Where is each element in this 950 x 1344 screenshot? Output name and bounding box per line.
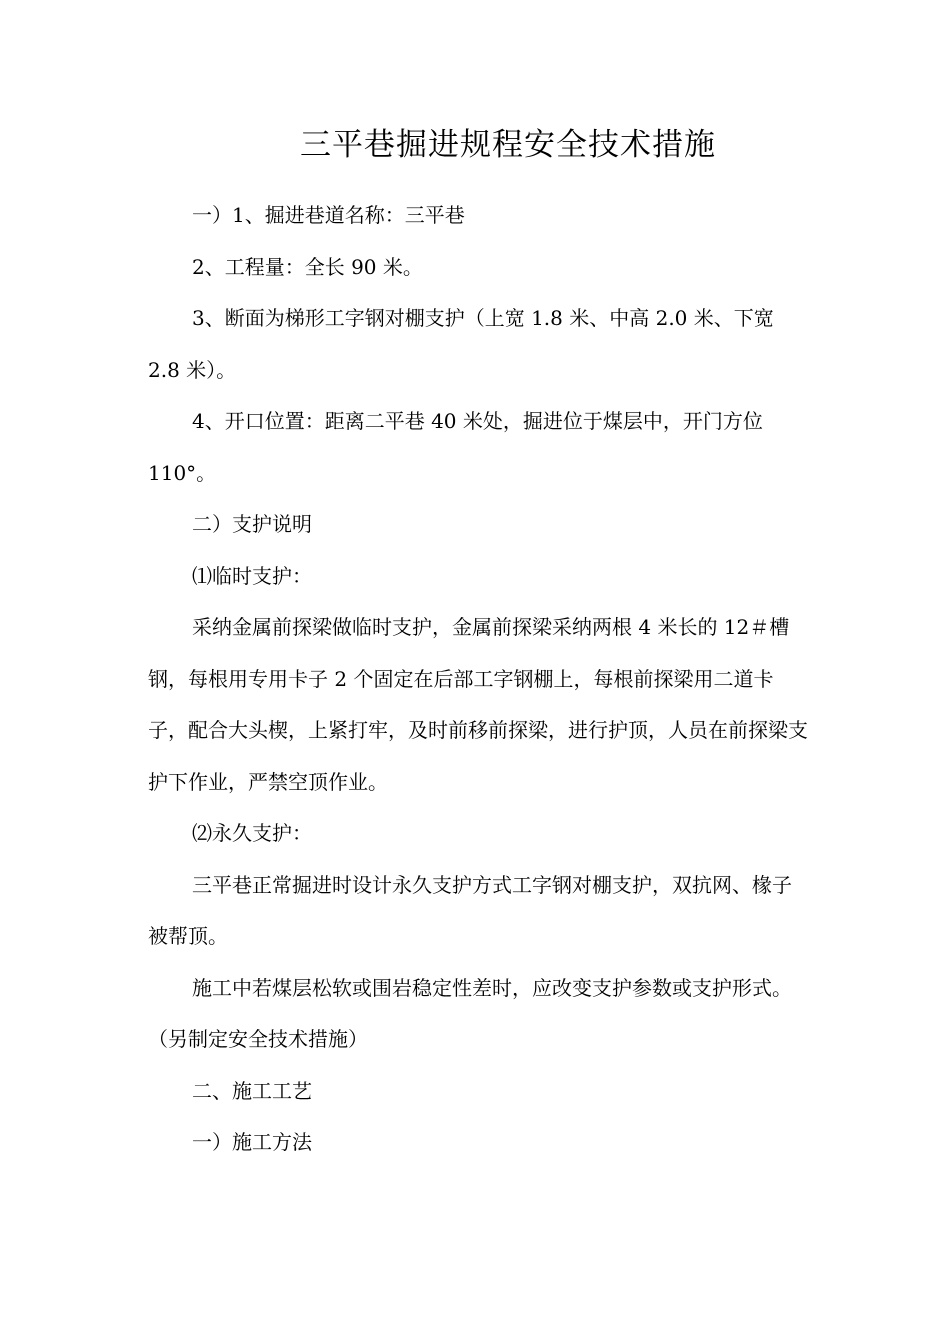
section-heading-construction-process: 二、施工工艺: [192, 1078, 312, 1103]
paragraph-permanent-support: 三平巷正常掘进时设计永久支护方式工字钢对棚支护，双抗网、椽子被帮顶。: [148, 872, 792, 948]
section-heading-support: 二）支护说明: [192, 512, 312, 536]
paragraph-cross-section: 3、断面为梯形工字钢对棚支护（上宽 1.8 米、中高 2.0 米、下宽 2.8 米）。: [148, 306, 774, 382]
paragraph-temporary-support: 采纳金属前探梁做临时支护，金属前探梁采纳两根 4 米长的 12＃槽钢，每根用专用卡子 2 个固定在后部工字钢棚上，每根前探梁用二道卡子，配合大头楔，上紧打牢，及时前移前探梁，进行护顶，人员在前探梁支护下作业，严禁空顶作业。: [148, 615, 808, 794]
subheading-temporary-support: ⑴临时支护：: [192, 563, 312, 588]
paragraph-work-quantity: 2、工程量：全长 90 米。: [192, 254, 423, 279]
paragraph-roadway-name: 一）1、掘进巷道名称：三平巷: [192, 203, 465, 227]
document-title: 三平巷掘进规程安全技术措施: [300, 127, 716, 163]
paragraph-opening-position: 4、开口位置：距离二平巷 40 米处，掘进位于煤层中，开门方位 110°。: [148, 409, 763, 485]
document-body: [148, 190, 808, 1169]
subheading-permanent-support: ⑵永久支护：: [192, 821, 312, 845]
paragraph-support-change: 施工中若煤层松软或围岩稳定性差时，应改变支护参数或支护形式。（另制定安全技术措施）: [148, 975, 792, 1051]
subheading-construction-method: 一）施工方法: [192, 1130, 312, 1154]
